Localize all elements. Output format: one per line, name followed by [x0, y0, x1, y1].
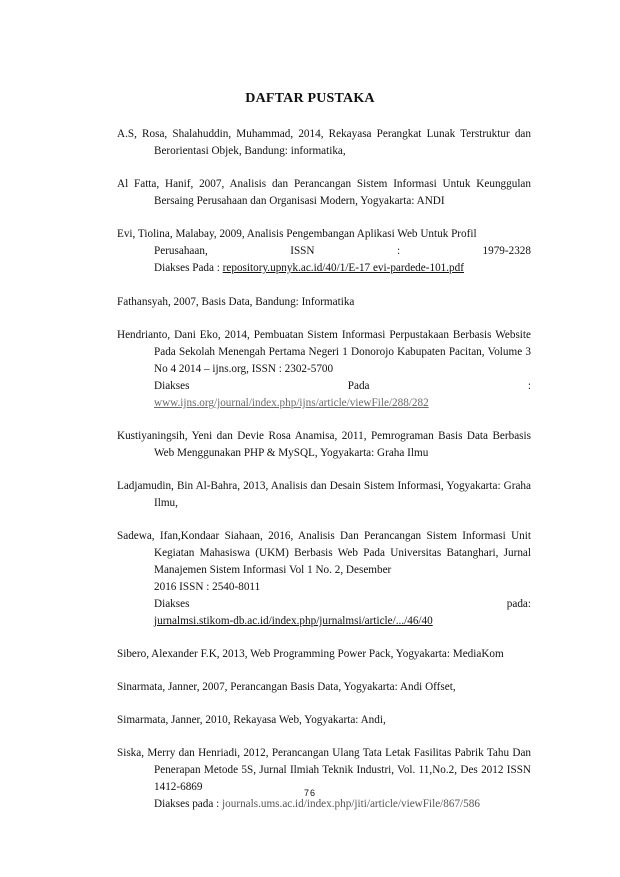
- reference-item: [117, 646, 531, 663]
- reference-list: [117, 126, 531, 829]
- reference-link[interactable]: www.ijns.org/journal/index.php/ijns/article/viewFile/288/282: [154, 397, 429, 409]
- reference-issn: Perusahaan, ISSN : 1979-2328: [154, 245, 531, 257]
- reference-item: [117, 528, 531, 630]
- reference-text: Ladjamudin, Bin Al-Bahra, 2013, Analisis dan Desain Sistem Informasi, Yogyakarta: Graha Ilmu,: [117, 480, 531, 509]
- reference-item: [117, 428, 531, 462]
- accessed-label: Diakses Pada :: [154, 262, 220, 274]
- reference-text: Fathansyah, 2007, Basis Data, Bandung: Informatika: [117, 296, 355, 308]
- reference-link[interactable]: jurnalmsi.stikom-db.ac.id/index.php/jurnalmsi/article/.../46/40: [154, 615, 433, 627]
- reference-text: Kustiyaningsih, Yeni dan Devie Rosa Anamisa, 2011, Pemrograman Basis Data Berbasis Web Menggunakan PHP & MySQL, Yogyakarta: Graha Ilmu: [117, 430, 531, 459]
- reference-text: Simarmata, Janner, 2010, Rekayasa Web, Yogyakarta: Andi,: [117, 714, 386, 726]
- reference-item: [117, 712, 531, 729]
- reference-item: [117, 679, 531, 696]
- reference-item: [117, 745, 531, 813]
- reference-issn: 2016 ISSN : 2540-8011: [154, 581, 261, 593]
- reference-text: Evi, Tiolina, Malabay, 2009, Analisis Pengembangan Aplikasi Web Untuk Profil: [117, 228, 477, 240]
- reference-item: [117, 126, 531, 160]
- reference-text: Siska, Merry dan Henriadi, 2012, Perancangan Ulang Tata Letak Fasilitas Pabrik Tahu Dan Penerapan Metode 5S, Jurnal Ilmiah Teknik Industri, Vol. 11,No.2, Des 2012 ISSN 1412-6869: [117, 747, 531, 793]
- reference-link[interactable]: repository.upnyk.ac.id/40/1/E-17 evi-pardede-101.pdf: [222, 262, 464, 274]
- reference-text: Sinarmata, Janner, 2007, Perancangan Basis Data, Yogyakarta: Andi Offset,: [117, 681, 456, 693]
- accessed-label: Diakses pada:: [154, 598, 531, 610]
- reference-text: Al Fatta, Hanif, 2007, Analisis dan Perancangan Sistem Informasi Untuk Keunggulan Bersaing Perusahaan dan Organisasi Modern, Yogyakarta: ANDI: [117, 178, 531, 207]
- reference-item: [117, 327, 531, 412]
- reference-text: Sibero, Alexander F.K, 2013, Web Programming Power Pack, Yogyakarta: MediaKom: [117, 648, 504, 660]
- reference-text: Hendrianto, Dani Eko, 2014, Pembuatan Sistem Informasi Perpustakaan Berbasis Website Pada Sekolah Menengah Pertama Negeri 1 Donorojo Kabupaten Pacitan, Volume 3 No 4 2014 – ijns.org, ISSN : 2302-5700: [117, 329, 531, 375]
- reference-text: Sadewa, Ifan,Kondaar Siahaan, 2016, Analisis Dan Perancangan Sistem Informasi Unit Kegiatan Mahasiswa (UKM) Berbasis Web Pada Universitas Batanghari, Jurnal Manajemen Sistem Informasi Vol 1 No. 2, Desember: [117, 530, 531, 576]
- reference-item: [117, 226, 531, 277]
- reference-item: [117, 176, 531, 210]
- accessed-label: Diakses Pada :: [154, 380, 531, 392]
- page-number: 76: [303, 788, 316, 798]
- reference-item: [117, 478, 531, 512]
- page-title: DAFTAR PUSTAKA: [245, 91, 375, 106]
- accessed-label: Diakses pada :: [154, 798, 220, 810]
- reference-item: [117, 294, 531, 311]
- reference-link[interactable]: journals.ums.ac.id/index.php/jiti/article/viewFile/867/586: [222, 798, 480, 810]
- reference-text: A.S, Rosa, Shalahuddin, Muhammad, 2014, Rekayasa Perangkat Lunak Terstruktur dan Berorientasi Objek, Bandung: informatika,: [117, 128, 531, 157]
